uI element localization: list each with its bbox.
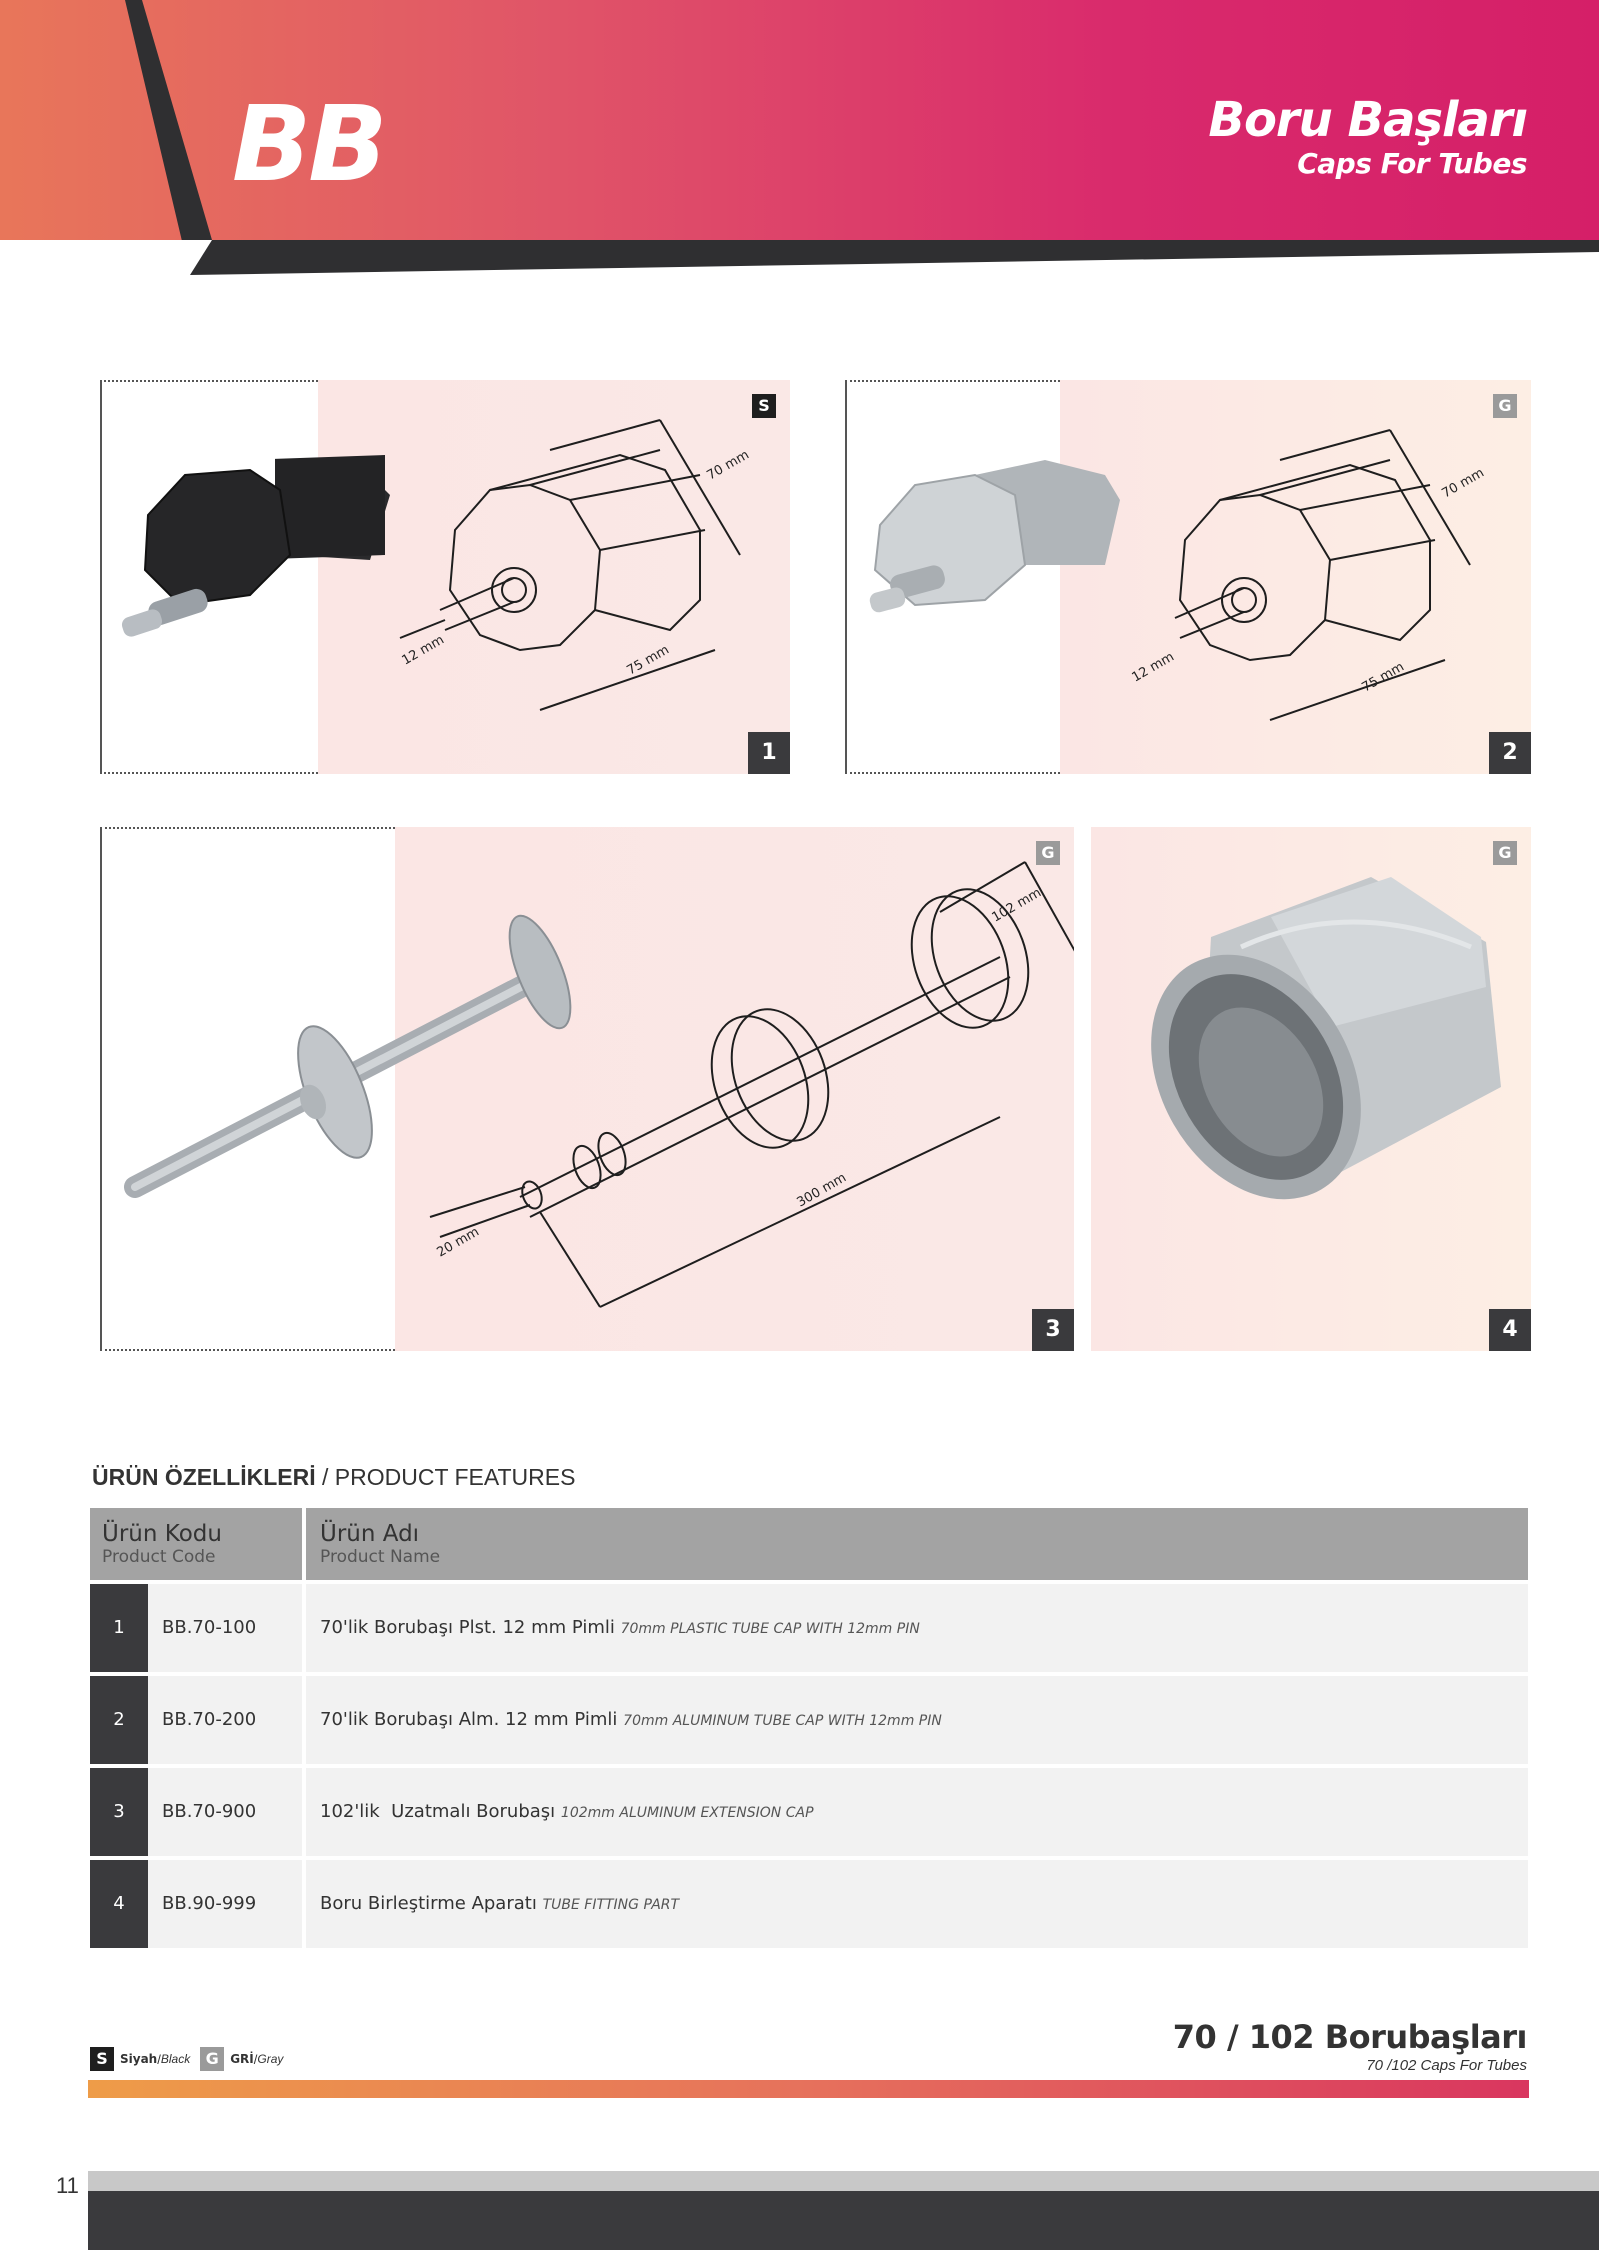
color-badge-black: S <box>752 394 776 418</box>
header-name-cell <box>310 1508 1528 1580</box>
product-code: BB.70-100 <box>148 1584 306 1672</box>
features-table-header <box>90 1508 1528 1580</box>
product-name-en: 102mm ALUMINUM EXTENSION CAP <box>560 1805 814 1821</box>
legend-black-label: Siyah <box>120 2052 158 2066</box>
row-number: 3 <box>90 1768 148 1856</box>
color-badge-gray: G <box>1036 841 1060 865</box>
header-name-tr: Ürün Adı <box>320 1521 420 1547</box>
color-badge-gray: G <box>1493 841 1517 865</box>
legend-black-square: S <box>90 2047 114 2071</box>
header-name-en: Product Name <box>320 1547 441 1568</box>
legend-gray-label: GRİ <box>230 2052 254 2066</box>
page-subtitle: Caps For Tubes <box>1297 147 1527 180</box>
header-code-tr: Ürün Kodu <box>102 1521 222 1547</box>
legend-gray-square: G <box>200 2047 224 2071</box>
row-number: 4 <box>90 1860 148 1948</box>
table-row <box>90 1768 1528 1856</box>
product-number-badge: 1 <box>748 732 790 774</box>
brand-logo: BB <box>232 83 385 205</box>
product-panel-4 <box>1091 827 1531 1351</box>
footer-dark-bar <box>88 2191 1599 2250</box>
product-panel-2 <box>845 380 1531 774</box>
features-title-en: PRODUCT FEATURES <box>334 1464 576 1490</box>
product-name <box>310 1860 1528 1948</box>
product-code: BB.90-999 <box>148 1860 306 1948</box>
product-illustration-4 <box>1091 827 1531 1351</box>
features-title-separator: / <box>322 1464 329 1490</box>
product-illustration-2 <box>845 380 1531 774</box>
product-code: BB.70-200 <box>148 1676 306 1764</box>
dimension-label: 75 mm <box>624 642 672 679</box>
dimension-label: 12 mm <box>399 632 447 669</box>
header-code-en: Product Code <box>102 1547 216 1568</box>
color-badge-gray: G <box>1493 394 1517 418</box>
product-number-badge: 4 <box>1489 1309 1531 1351</box>
product-name-tr: Boru Birleştirme Aparatı <box>320 1893 537 1914</box>
product-name-en: 70mm PLASTIC TUBE CAP WITH 12mm PIN <box>620 1621 920 1637</box>
row-number: 1 <box>90 1584 148 1672</box>
legend-black-label-en: Black <box>160 2052 191 2066</box>
legend-separator: / <box>157 2051 161 2067</box>
product-name <box>310 1676 1528 1764</box>
page-number: 11 <box>56 2173 79 2198</box>
dimension-label: 75 mm <box>1359 659 1407 696</box>
table-row <box>90 1860 1528 1948</box>
legend-gray-label-en: Gray <box>257 2052 284 2066</box>
dimension-label: 70 mm <box>704 447 752 484</box>
section-subtitle: 70 /102 Caps For Tubes <box>1366 2057 1527 2074</box>
row-number: 2 <box>90 1676 148 1764</box>
product-panel-3 <box>100 827 1074 1351</box>
footer-gray-bar <box>88 2171 1599 2191</box>
gradient-divider <box>88 2080 1529 2098</box>
product-panel-1 <box>100 380 790 774</box>
features-title-tr: ÜRÜN ÖZELLİKLERİ <box>92 1464 316 1490</box>
product-illustration-3 <box>100 827 1074 1351</box>
product-name-en: 70mm ALUMINUM TUBE CAP WITH 12mm PIN <box>623 1713 942 1729</box>
product-number-badge: 3 <box>1032 1309 1074 1351</box>
header-code-cell <box>90 1508 306 1580</box>
dimension-label: 70 mm <box>1439 465 1487 502</box>
dimension-label: 20 mm <box>434 1224 482 1261</box>
product-number-badge: 2 <box>1489 732 1531 774</box>
features-heading <box>92 1464 575 1491</box>
dimension-label: 102 mm <box>989 885 1045 926</box>
page-title: Boru Başları <box>1208 92 1527 148</box>
product-illustration-1 <box>100 380 790 774</box>
table-row <box>90 1584 1528 1672</box>
product-name-en: TUBE FITTING PART <box>542 1897 680 1913</box>
dimension-label: 300 mm <box>794 1170 850 1211</box>
product-name <box>310 1768 1528 1856</box>
product-name-tr: 70'lik Borubaşı Alm. 12 mm Pimli <box>320 1709 618 1730</box>
section-title: 70 / 102 Borubaşları <box>1172 2018 1527 2056</box>
product-name-tr: 102'lik Uzatmalı Borubaşı <box>320 1801 556 1822</box>
product-name-tr: 70'lik Borubaşı Plst. 12 mm Pimli <box>320 1617 615 1638</box>
product-name <box>310 1584 1528 1672</box>
color-legend <box>90 2046 293 2072</box>
table-row <box>90 1676 1528 1764</box>
product-code: BB.70-900 <box>148 1768 306 1856</box>
legend-separator: / <box>253 2051 258 2067</box>
dimension-label: 12 mm <box>1129 649 1177 686</box>
